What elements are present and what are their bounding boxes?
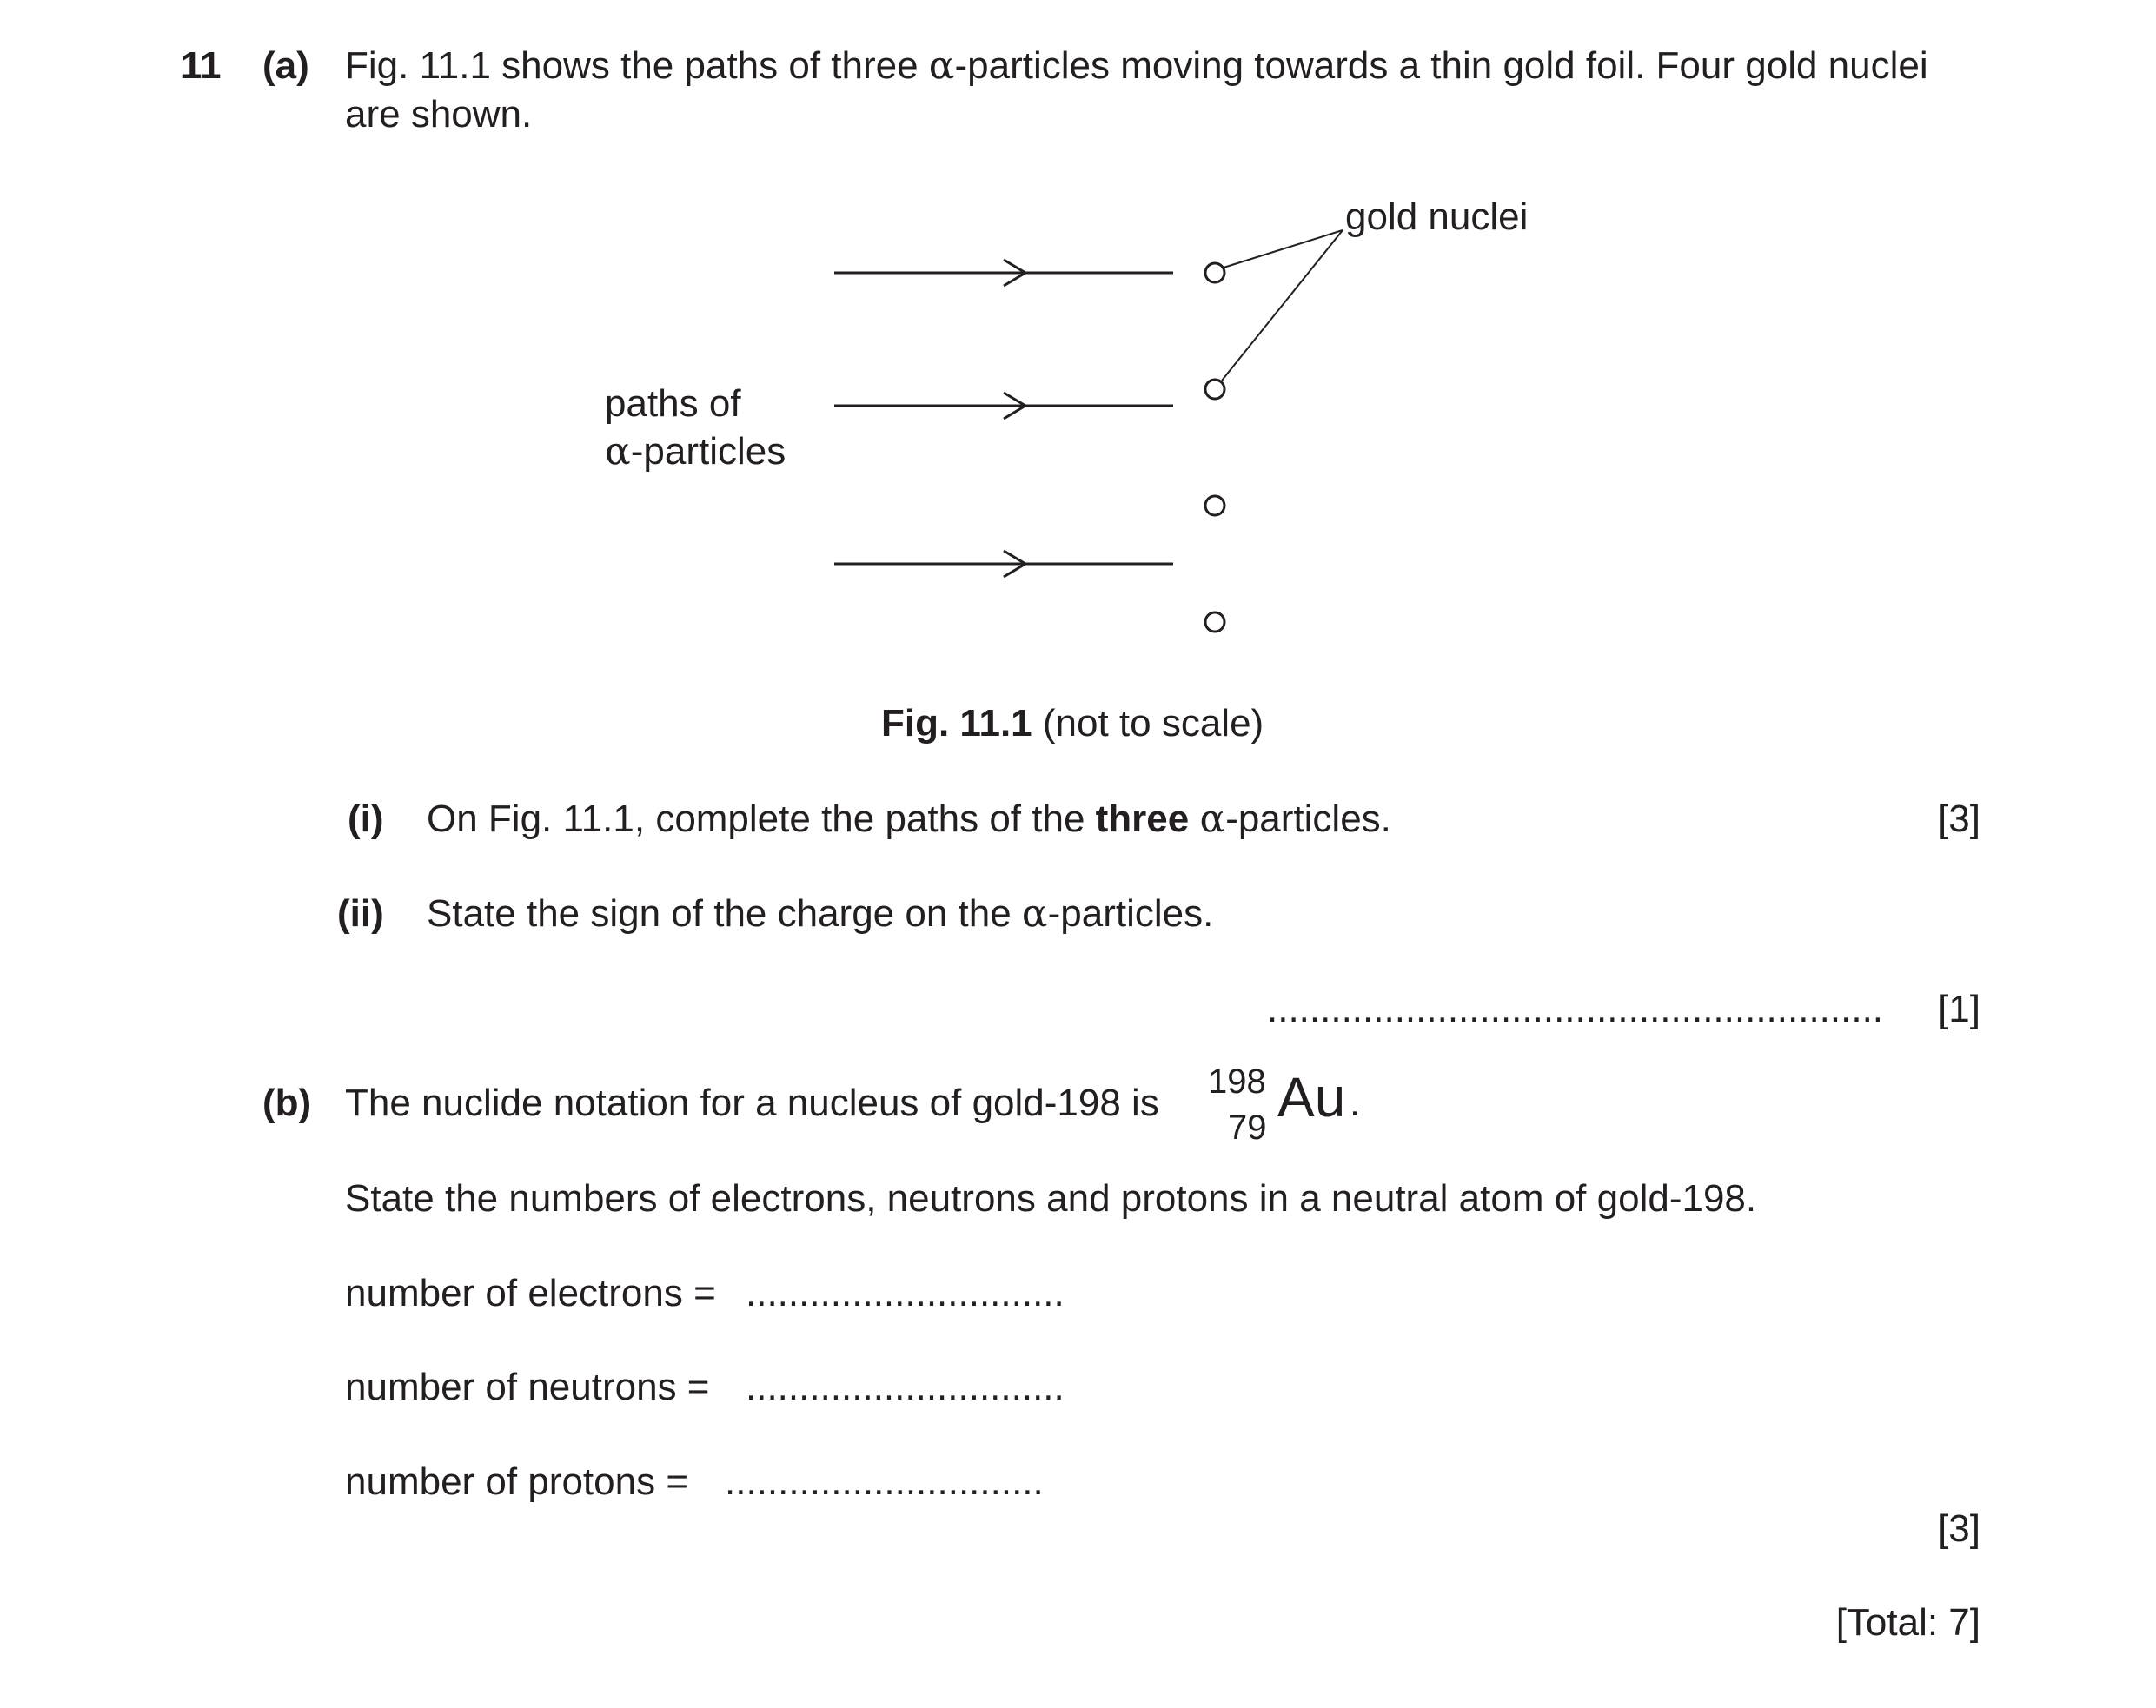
alpha-symbol: α: [1021, 891, 1048, 936]
nuclide-text: The nuclide notation for a nucleus of gold-198 is: [345, 1082, 1159, 1124]
alpha-symbol: α: [1199, 797, 1226, 841]
sub-ii-text: State the sign of the charge on the α-particles.: [427, 891, 1214, 936]
sub-i-label: (i): [348, 798, 384, 840]
alpha-symbol: α: [605, 429, 631, 473]
figure-caption: Fig. 11.1 (not to scale): [881, 702, 1264, 745]
electrons-answer-line[interactable]: ..............................: [746, 1272, 1065, 1314]
element-symbol: Au: [1277, 1066, 1346, 1129]
sub-i-text: On Fig. 11.1, complete the paths of the three α-particles.: [427, 797, 1391, 841]
gold-nucleus-2: [1205, 380, 1224, 399]
part-a-intro-line1: Fig. 11.1 shows the paths of three α-particles moving towards a thin gold foil. Four gold nuclei: [345, 43, 1928, 88]
sub-ii-answer-line[interactable]: ..........................................................: [1267, 988, 1884, 1030]
part-a-intro-line2: are shown.: [345, 93, 533, 136]
part-b-marks: [3]: [1938, 1507, 1980, 1550]
sub-i-marks: [3]: [1938, 798, 1980, 840]
part-a-label: (a): [262, 44, 309, 87]
protons-label: number of protons =: [345, 1460, 689, 1503]
gold-nucleus-1: [1205, 263, 1224, 282]
mass-number: 198: [1208, 1063, 1266, 1101]
sub-ii-label: (ii): [337, 892, 384, 935]
nuclide-period: .: [1350, 1082, 1361, 1124]
gold-nuclei-label: gold nuclei: [1345, 195, 1529, 238]
total-marks: [Total: 7]: [1835, 1601, 1980, 1644]
paths-label-line2: α-particles: [605, 429, 786, 473]
part-b-instruction: State the numbers of electrons, neutrons and protons in a neutral atom of gold-198.: [345, 1177, 1757, 1220]
sub-ii-marks: [1]: [1938, 988, 1980, 1030]
part-b-label: (b): [262, 1082, 312, 1124]
question-number: 11: [181, 44, 222, 87]
gold-nucleus-4: [1205, 612, 1224, 632]
gold-nucleus-3: [1205, 496, 1224, 515]
leader-line-1: [1224, 230, 1343, 268]
neutrons-label: number of neutrons =: [345, 1366, 710, 1408]
paths-label-line1: paths of: [605, 382, 741, 425]
leader-line-2: [1222, 230, 1343, 381]
atomic-number: 79: [1228, 1109, 1267, 1147]
alpha-symbol: α: [928, 43, 955, 88]
protons-answer-line[interactable]: ..............................: [725, 1460, 1044, 1503]
electrons-label: number of electrons =: [345, 1272, 716, 1314]
neutrons-answer-line[interactable]: ..............................: [746, 1366, 1065, 1408]
